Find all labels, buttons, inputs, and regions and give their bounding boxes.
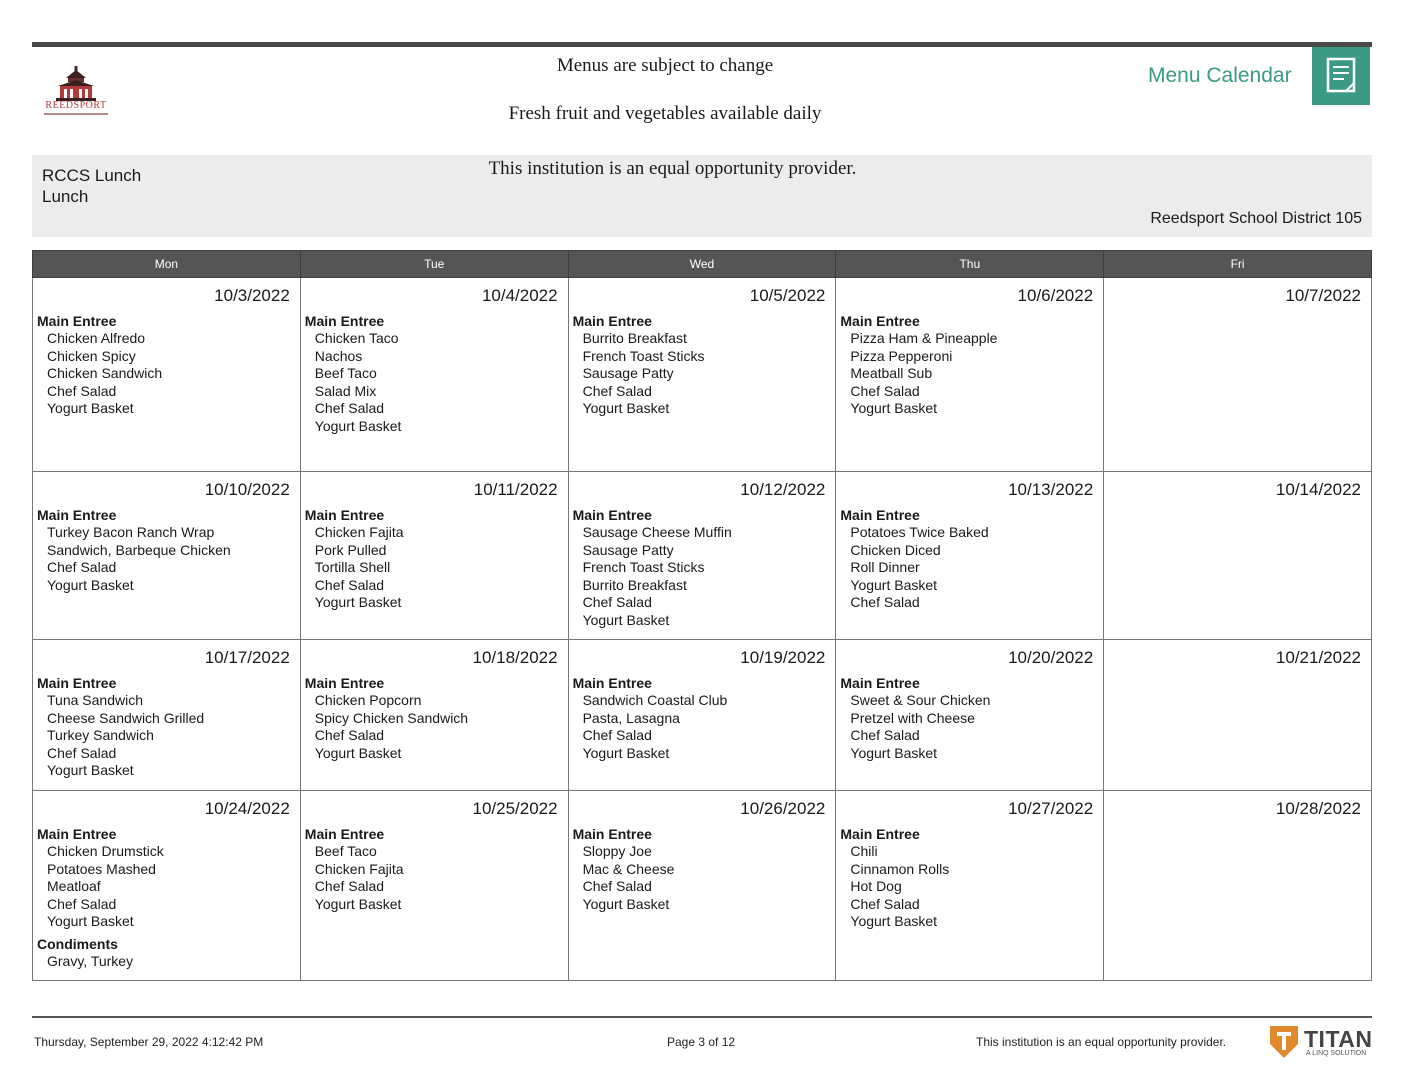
- day-cell: [300, 791, 568, 981]
- day-date: 10/26/2022: [740, 799, 826, 818]
- weekday-header-row: [33, 251, 1372, 278]
- menu-item: Burrito Breakfast: [582, 576, 687, 593]
- day-cell: [33, 640, 301, 791]
- titan-wordmark: TITAN: [1304, 1026, 1373, 1052]
- menu-item: Roll Dinner: [850, 559, 920, 576]
- menu-item: Sandwich Coastal Club: [582, 692, 728, 708]
- menu-item: Potatoes Mashed: [47, 860, 156, 877]
- menu-item: Yogurt Basket: [314, 895, 402, 912]
- menu-item: Yogurt Basket: [850, 913, 938, 930]
- menu-item: Chef Salad: [582, 727, 652, 744]
- day-date: 10/4/2022: [481, 286, 558, 305]
- menu-item: Turkey Sandwich: [47, 727, 154, 744]
- day-date: 10/3/2022: [214, 286, 290, 305]
- day-date: 10/25/2022: [472, 799, 558, 818]
- weekday-header: Tue: [300, 251, 568, 278]
- print-timestamp: Thursday, September 29, 2022 4:12:42 PM: [34, 1035, 264, 1049]
- day-date: 10/21/2022: [1275, 648, 1361, 667]
- menu-item: Yogurt Basket: [47, 762, 134, 779]
- program-info: [42, 165, 141, 207]
- menu-item: Meatball Sub: [850, 365, 933, 382]
- menu-item: Spicy Chicken Sandwich: [314, 709, 469, 726]
- menu-item: Yogurt Basket: [582, 400, 670, 417]
- day-date: 10/28/2022: [1275, 799, 1361, 818]
- menu-item: Chef Salad: [314, 576, 385, 593]
- menu-item: Chicken Diced: [850, 541, 941, 558]
- calendar-week-row: [33, 640, 1372, 791]
- menu-item: Chef Salad: [850, 727, 920, 744]
- menu-item: Chef Salad: [850, 594, 920, 611]
- titan-tagline: A LINQ SOLUTION: [1306, 1050, 1367, 1057]
- menu-category: Main Entree: [572, 675, 652, 691]
- logo-tagline: [44, 113, 108, 115]
- menu-item: Chef Salad: [582, 382, 652, 399]
- menu-item: Turkey Bacon Ranch Wrap: [47, 524, 215, 540]
- calendar-week-row: [33, 472, 1372, 640]
- day-cell: [1104, 278, 1372, 472]
- menu-item: Yogurt Basket: [314, 417, 402, 434]
- menu-item: Chicken Alfredo: [47, 330, 146, 346]
- menu-item: Pork Pulled: [314, 541, 387, 558]
- day-cell: [33, 791, 301, 981]
- menu-item: Pasta, Lasagna: [582, 709, 680, 726]
- menu-item: Chicken Fajita: [314, 860, 404, 877]
- weekday-header: Mon: [33, 251, 301, 278]
- menu-item: Yogurt Basket: [314, 744, 402, 761]
- menu-category: Main Entree: [840, 675, 920, 691]
- menu-category: Main Entree: [304, 507, 385, 523]
- menu-category: Main Entree: [304, 675, 385, 691]
- menu-item: Chef Salad: [582, 594, 652, 611]
- menu-item: Cinnamon Rolls: [850, 860, 950, 877]
- day-date: 10/7/2022: [1285, 286, 1361, 305]
- menu-item: Chicken Taco: [314, 330, 399, 346]
- day-cell: [836, 278, 1104, 472]
- menu-item: Nachos: [314, 347, 363, 364]
- menu-category: Main Entree: [304, 313, 385, 329]
- day-cell: [33, 278, 301, 472]
- menu-category: Main Entree: [37, 507, 117, 523]
- day-cell: [1104, 472, 1372, 640]
- footer-equal-opportunity: This institution is an equal opportunity provider.: [976, 1035, 1227, 1049]
- menu-item: Yogurt Basket: [850, 744, 938, 761]
- day-date: 10/14/2022: [1275, 480, 1361, 499]
- menu-item: Yogurt Basket: [47, 913, 134, 930]
- day-date: 10/10/2022: [204, 480, 290, 499]
- menu-item: Tuna Sandwich: [47, 692, 143, 708]
- menu-item: Sausage Cheese Muffin: [582, 524, 732, 540]
- top-rule: [32, 42, 1372, 47]
- meal-name: Lunch: [42, 187, 89, 206]
- menu-category: Main Entree: [37, 313, 117, 329]
- menu-item: French Toast Sticks: [582, 347, 705, 364]
- day-date: 10/18/2022: [472, 648, 558, 667]
- menu-category: Condiments: [37, 935, 118, 952]
- menu-item: Mac & Cheese: [582, 860, 675, 877]
- day-date: 10/5/2022: [749, 286, 826, 305]
- menu-item: Chicken Fajita: [314, 524, 404, 540]
- menu-item: Chef Salad: [47, 559, 117, 576]
- menu-item: Pretzel with Cheese: [850, 709, 975, 726]
- menu-item: Yogurt Basket: [850, 576, 938, 593]
- day-date: 10/11/2022: [473, 480, 558, 499]
- menu-category: Main Entree: [572, 826, 652, 842]
- district-name: Reedsport School District 105: [1150, 210, 1362, 227]
- page-title: Menu Calendar: [1148, 64, 1292, 87]
- menu-item: Yogurt Basket: [47, 576, 134, 593]
- day-cell: [568, 472, 836, 640]
- menu-item: Chef Salad: [850, 382, 920, 399]
- menu-item: Chef Salad: [47, 744, 117, 761]
- menu-item: Yogurt Basket: [850, 400, 938, 417]
- document-icon: [1312, 47, 1370, 105]
- menu-item: Pizza Pepperoni: [850, 347, 953, 364]
- day-cell: [300, 640, 568, 791]
- menu-item: Hot Dog: [850, 878, 902, 895]
- menu-category: Main Entree: [840, 826, 920, 842]
- program-name: RCCS Lunch: [42, 166, 142, 185]
- menu-item: Chef Salad: [850, 895, 920, 912]
- menu-item: Beef Taco: [314, 365, 377, 382]
- notice-subject-to-change: Menus are subject to change: [556, 55, 774, 76]
- day-date: 10/20/2022: [1008, 648, 1094, 667]
- menu-item: Chef Salad: [47, 895, 117, 912]
- menu-item: Sausage Patty: [582, 365, 674, 382]
- menu-item: French Toast Sticks: [582, 559, 705, 576]
- day-cell: [836, 640, 1104, 791]
- menu-item: Chef Salad: [47, 382, 117, 399]
- menu-category: Main Entree: [840, 507, 920, 523]
- menu-calendar-badge: [1312, 47, 1370, 105]
- day-cell: [568, 791, 836, 981]
- menu-item: Yogurt Basket: [314, 594, 402, 611]
- menu-item: Potatoes Twice Baked: [850, 524, 989, 540]
- weekday-header: Wed: [568, 251, 836, 278]
- menu-category: Main Entree: [37, 826, 117, 842]
- menu-item: Sausage Patty: [582, 541, 674, 558]
- menu-item: Chicken Sandwich: [47, 365, 163, 382]
- calendar-week-row: [33, 278, 1372, 472]
- menu-calendar-grid: [32, 250, 1372, 981]
- footer-rule: [32, 1016, 1372, 1018]
- menu-category: Main Entree: [572, 507, 652, 523]
- menu-item: Sweet & Sour Chicken: [850, 692, 991, 708]
- day-cell: [1104, 640, 1372, 791]
- day-date: 10/12/2022: [740, 480, 826, 499]
- logo-wordmark: REEDSPORT: [45, 100, 107, 111]
- menu-item: Chef Salad: [314, 727, 385, 744]
- day-cell: [33, 472, 301, 640]
- menu-item: Sandwich, Barbeque Chicken: [47, 541, 231, 558]
- day-date: 10/24/2022: [204, 799, 290, 818]
- day-date: 10/27/2022: [1008, 799, 1094, 818]
- day-date: 10/19/2022: [740, 648, 826, 667]
- day-cell: [300, 278, 568, 472]
- menu-category: Main Entree: [840, 313, 920, 329]
- menu-item: Burrito Breakfast: [582, 330, 687, 346]
- schoolhouse-icon: [38, 66, 114, 102]
- day-cell: [836, 472, 1104, 640]
- menu-item: Chef Salad: [314, 878, 385, 895]
- menu-item: Pizza Ham & Pineapple: [850, 330, 998, 346]
- day-date: 10/13/2022: [1008, 480, 1094, 499]
- menu-item: Yogurt Basket: [582, 611, 670, 628]
- day-cell: [568, 640, 836, 791]
- menu-item: Chicken Drumstick: [47, 843, 164, 859]
- menu-item: Chicken Spicy: [47, 347, 136, 364]
- district-logo: [38, 66, 114, 122]
- menu-item: Chili: [850, 843, 878, 859]
- menu-item: Yogurt Basket: [47, 400, 134, 417]
- day-date: 10/6/2022: [1017, 286, 1094, 305]
- titan-logo: [1268, 1024, 1374, 1060]
- menu-item: Cheese Sandwich Grilled: [47, 709, 205, 726]
- day-cell: [836, 791, 1104, 981]
- menu-category: Main Entree: [37, 675, 117, 691]
- menu-item: Chef Salad: [582, 878, 652, 895]
- day-cell: [568, 278, 836, 472]
- menu-item: Gravy, Turkey: [47, 952, 134, 969]
- menu-item: Yogurt Basket: [582, 895, 670, 912]
- menu-item: Chicken Popcorn: [314, 692, 422, 708]
- menu-item: Meatloaf: [47, 878, 101, 895]
- menu-category: Main Entree: [572, 313, 652, 329]
- day-cell: [300, 472, 568, 640]
- equal-opportunity-statement: This institution is an equal opportunity provider.: [488, 158, 857, 179]
- weekday-header: Fri: [1104, 251, 1372, 278]
- weekday-header: Thu: [836, 251, 1104, 278]
- menu-item: Chef Salad: [314, 400, 385, 417]
- notice-fresh-produce: Fresh fruit and vegetables available daily: [508, 103, 822, 124]
- day-cell: [1104, 791, 1372, 981]
- menu-item: Beef Taco: [314, 843, 377, 859]
- menu-item: Yogurt Basket: [582, 744, 670, 761]
- calendar-week-row: [33, 791, 1372, 981]
- menu-category: Main Entree: [304, 826, 385, 842]
- page-number: Page 3 of 12: [667, 1035, 736, 1049]
- menu-item: Tortilla Shell: [314, 559, 391, 576]
- day-date: 10/17/2022: [204, 648, 290, 667]
- menu-item: Sloppy Joe: [582, 843, 652, 859]
- menu-item: Salad Mix: [314, 382, 377, 399]
